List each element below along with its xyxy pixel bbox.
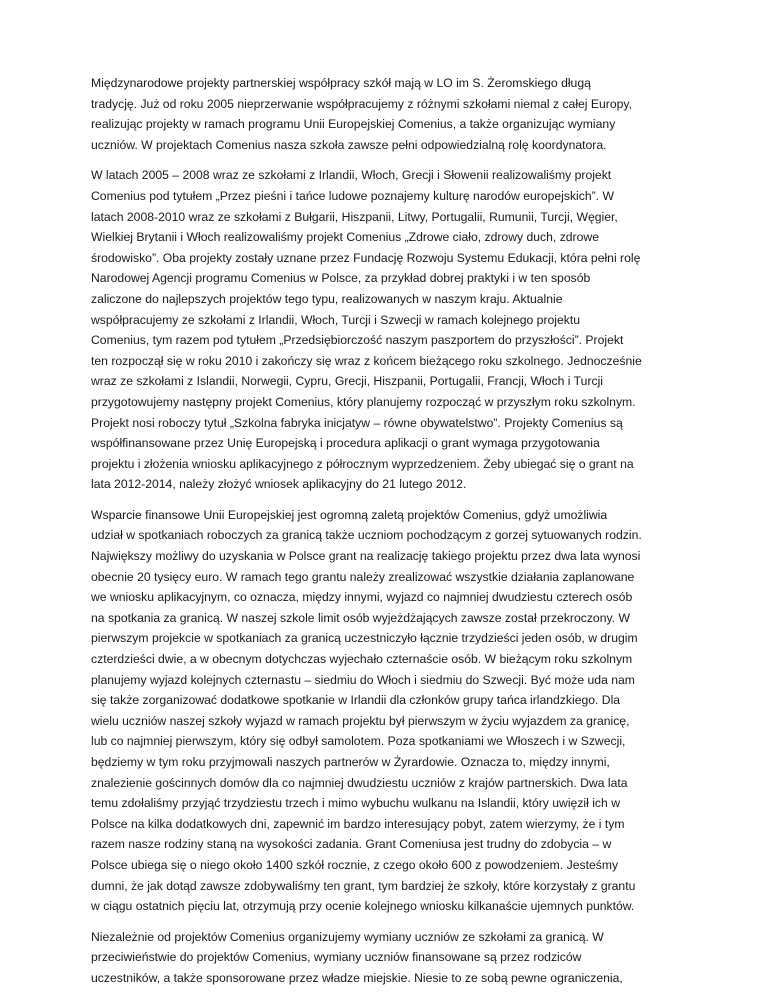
text-line: pierwszym projekcie w spotkaniach za granicą uczestniczyło łącznie trzydzieści jeden osób, w drugim <box>91 631 638 646</box>
text-line: uczniów. W projektach Comenius nasza szkoła zawsze pełni odpowiedzialną rolę koordynatora. <box>91 137 607 152</box>
paragraph-intro <box>91 73 687 155</box>
text-line: w ciągu ostatnich pięciu lat, otrzymują przy ocenie kolejnego wniosku kilkanaście ujemnych punktów. <box>91 899 635 914</box>
text-line: projektu i złożenia wniosku aplikacyjnego z półrocznym wyprzedzeniem. Żeby ubiegać się o grant na <box>91 456 634 471</box>
text-line: Comenius, tym razem pod tytułem „Przedsiębiorczość naszym paszportem do przyszłości”. Projekt <box>91 333 624 348</box>
text-line: ten rozpoczął się w roku 2010 i zakończy się wraz z końcem bieżącego roku szkolnego. Jednocześnie <box>91 353 642 368</box>
text-line: zaliczone do najlepszych projektów tego typu, realizowanych w naszym kraju. Aktualnie <box>91 291 563 306</box>
paragraph-student-exchanges <box>91 927 687 989</box>
text-line: Wsparcie finansowe Unii Europejskiej jest ogromną zaletą projektów Comenius, gdyż umożliwia <box>91 507 608 522</box>
text-line: współpracujemy ze szkołami z Irlandii, Włoch, Turcji i Szwecji w ramach kolejnego projektu <box>91 312 581 327</box>
text-line: uczestników, a także sponsorowane przez władze miejskie. Niesie to ze sobą pewne ograniczenia, <box>91 970 623 985</box>
paragraph-projects-history <box>91 165 687 495</box>
text-line: lata 2012-2014, należy złożyć wniosek aplikacyjny do 21 lutego 2012. <box>91 477 467 492</box>
text-line: obecnie 20 tysięcy euro. W ramach tego grantu należy zrealizować wszystkie działania zaplanowane <box>91 569 635 584</box>
text-line: Międzynarodowe projekty partnerskiej współpracy szkół mają w LO im S. Żeromskiego długą <box>91 76 591 90</box>
text-line: będziemy w tym roku przyjmowali naszych partnerów w Żyrardowie. Oznacza to, między innymi, <box>91 755 610 769</box>
text-line: wraz ze szkołami z Islandii, Norwegii, Cypru, Grecji, Hiszpanii, Portugalii, Francji, Włoch i Turcji <box>91 374 604 389</box>
text-line: temu zdołaliśmy przyjąć trzydziestu trzech i mimo wybuchu wulkanu na Islandii, który uwięził ich w <box>91 796 620 811</box>
text-line: współfinansowane przez Unię Europejską i procedura aplikacji o grant wymaga przygotowania <box>91 436 600 451</box>
text-line: przygotowujemy następny projekt Comenius, który planujemy rozpocząć w przyszłym roku szkolnym. <box>91 394 636 409</box>
text-line: znalezienie gościnnych domów dla co najmniej dwudziestu uczniów z krajów partnerskich. Dwa lata <box>91 775 628 790</box>
text-line: latach 2008-2010 wraz ze szkołami z Bułgarii, Hiszpanii, Litwy, Portugalii, Rumunii, Turcji, Węgier, <box>91 209 618 224</box>
paragraph-financial-support <box>91 505 687 917</box>
text-line: wielu uczniów naszej szkoły wyjazd w ramach projektu był pierwszym w życiu wyjazdem za granicę, <box>91 713 630 728</box>
text-line: Narodowej Agencji programu Comenius w Polsce, za przykład dobrej praktyki i w ten sposób <box>91 271 591 286</box>
document-body <box>91 73 687 999</box>
text-line: się także zorganizować dodatkowe spotkanie w Irlandii dla członków grupy tańca irlandzkiego. Dla <box>91 693 621 708</box>
text-line: Niezależnie od projektów Comenius organizujemy wymiany uczniów ze szkołami za granicą. W <box>91 929 604 944</box>
text-line: tradycję. Już od roku 2005 nieprzerwanie współpracujemy z różnymi szkołami niemal z całej Europy, <box>91 96 632 111</box>
text-line: przeciwieństwie do projektów Comenius, wymiany uczniów finansowane są przez rodziców <box>91 950 582 965</box>
text-line: Projekt nosi roboczy tytuł „Szkolna fabryka inicjatyw – równe obywatelstwo”. Projekty Comenius są <box>91 415 623 430</box>
text-line: Wielkiej Brytanii i Włoch realizowaliśmy projekt Comenius „Zdrowe ciało, zdrowy duch, zdrowe <box>91 230 599 245</box>
text-line: realizując projekty w ramach programu Unii Europejskiej Comenius, a także organizując wymiany <box>91 117 616 132</box>
text-line: razem nasze rodziny staną na wysokości zadania. Grant Comeniusa jest trudny do zdobycia – w <box>91 837 612 852</box>
text-line: udział w spotkaniach roboczych za granicą także uczniom pochodzącym z gorzej sytuowanych rodzin. <box>91 528 642 543</box>
text-line: Polsce na kilka dodatkowych dni, zapewnić im bardzo interesujący pobyt, zatem wierzymy, że i tym <box>91 816 625 831</box>
text-line: W latach 2005 – 2008 wraz ze szkołami z Irlandii, Włoch, Grecji i Słowenii realizowaliśmy projekt <box>91 168 612 183</box>
text-line: środowisko”. Oba projekty zostały uznane przez Fundację Rozwoju Systemu Edukacji, która pełni rolę <box>91 250 641 265</box>
text-line: czterdzieści dwie, a w obecnym dotychczas wyjechało czternaście osób. W bieżącym roku szkolnym <box>91 652 633 667</box>
text-line: Największy możliwy do uzyskania w Polsce grant na realizację takiego projektu przez dwa lata wynosi <box>91 549 641 564</box>
text-line: we wniosku aplikacyjnym, co oznacza, między innymi, wyjazd co najmniej dwudziestu czterech osób <box>91 590 633 605</box>
text-line: dumni, że jak dotąd zawsze zdobywaliśmy ten grant, tym bardziej że szkoły, które korzystały z grantu <box>91 878 636 893</box>
text-line: lub co najmniej pierwszym, który się odbył samolotem. Poza spotkaniami we Włoszech i w Szwecji, <box>91 734 626 749</box>
text-line: Polsce ubiega się o niego około 1400 szkół rocznie, z czego około 600 z powodzeniem. Jesteśmy <box>91 857 619 872</box>
text-line: Comenius pod tytułem „Przez pieśni i tańce ludowe poznajemy kulturę narodów europejskich”. W <box>91 188 614 203</box>
text-line: na spotkania za granicą. W naszej szkole limit osób wyjeżdżających zawsze został przekroczony. W <box>91 610 630 625</box>
text-line: planujemy wyjazd kolejnych czternastu – siedmiu do Włoch i siedmiu do Szwecji. Być może uda nam <box>91 672 635 687</box>
